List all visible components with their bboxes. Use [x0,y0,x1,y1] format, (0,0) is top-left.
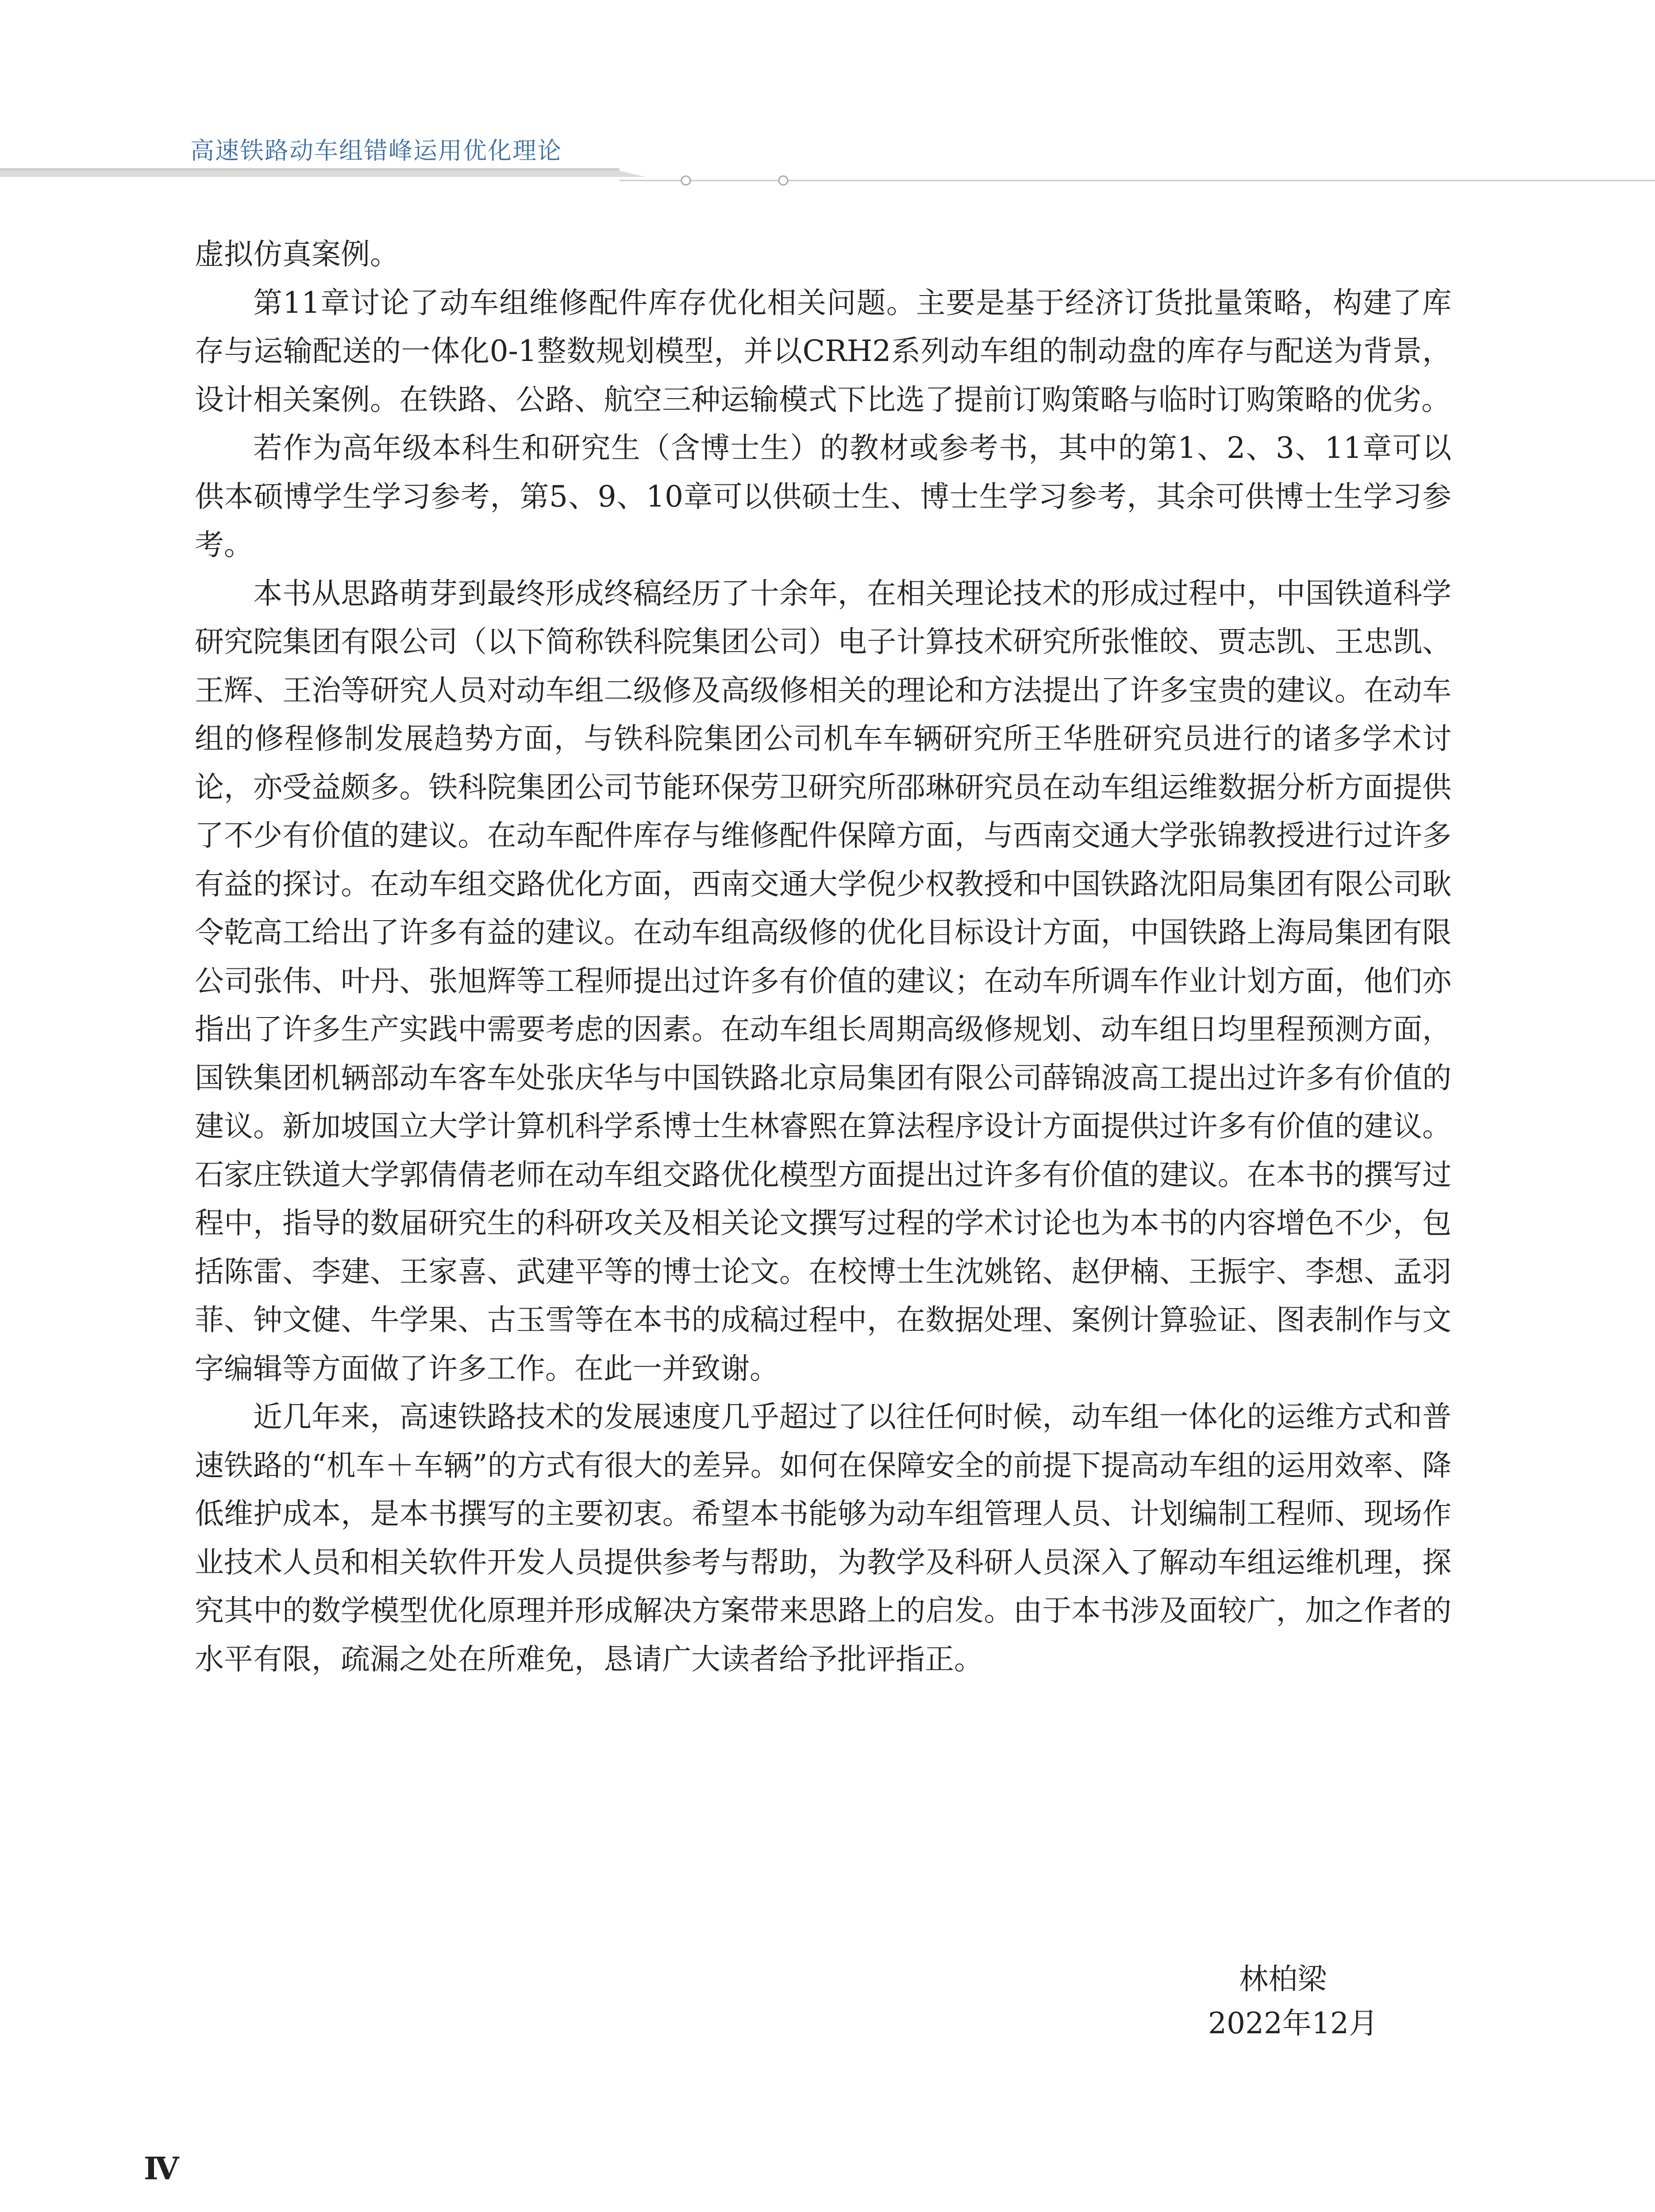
header-ornament-circle [779,176,788,185]
signature-block [1133,1957,1378,2046]
paragraph: 虚拟仿真案例。 [195,237,399,271]
paragraph: 若作为高年级本科生和研究生（含博士生）的教材或参考书，其中的第1、2、3、11章可以供本硕博学生学习参考，第5、9、10章可以供硕士生、博士生学习参考，其余可供博士生学习参考。 [195,431,1451,562]
header-rule-shadow [0,171,646,177]
page-number: Ⅳ [144,2150,179,2187]
author-name: 林柏梁 [1239,1962,1327,1996]
book-title: 高速铁路动车组错峰运用优化理论 [190,137,562,165]
signature-date: 2022年12月 [1208,2006,1378,2040]
paragraph: 第11章讨论了动车组维修配件库存优化相关问题。主要是基于经济订货批量策略，构建了库存与运输配送的一体化0-1整数规划模型，并以CRH2系列动车组的制动盘的库存与配送为背景，设计相关案例。在铁路、公路、航空三种运输模式下比选了提前订购策略与临时订购策略的优劣。 [195,285,1451,417]
header-ornament-circle [681,176,690,185]
running-header [0,0,1655,195]
paragraph: 本书从思路萌芽到最终形成终稿经历了十余年，在相关理论技术的形成过程中，中国铁道科学研究院集团有限公司（以下简称铁科院集团公司）电子计算技术研究所张惟皎、贾志凯、王忠凯、王辉、王治等研究人员对动车组二级修及高级修相关的理论和方法提出了许多宝贵的建议。在动车组的修程修制发展趋势方面，与铁科院集团公司机车车辆研究所王华胜研究员进行的诸多学术讨论，亦受益颇多。铁科院集团公司节能环保劳卫研究所邵琳研究员在动车组运维数据分析方面提供了不少有价值的建议。在动车配件库存与维修配件保障方面，与西南交通大学张锦教授进行过许多有益的探讨。在动车组交路优化方面，西南交通大学倪少权教授和中国铁路沈阳局集团有限公司耿令乾高工给出了许多有益的建议。在动车组高级修的优化目标设计方面，中国铁路上海局集团有限公司张伟、叶丹、张旭辉等工程师提出过许多有价值的建议；在动车所调车作业计划方面，他们亦指出了许多生产实践中需要考虑的因素。在动车组长周期高级修规划、动车组日均里程预测方面，国铁集团机辆部动车客车处张庆华与中国铁路北京局集团有限公司薛锦波高工提出过许多有价值的建议。新加坡国立大学计算机科学系博士生林睿熙在算法程序设计方面提供过许多有价值的建议。石家庄铁道大学郭倩倩老师在动车组交路优化模型方面提出过许多有价值的建议。在本书的撰写过程中，指导的数届研究生的科研攻关及相关论文撰写过程的学术讨论也为本书的内容增色不少，包括陈雷、李建、王家喜、武建平等的博士论文。在校博士生沈姚铭、赵伊楠、王振宇、李想、孟羽菲、钟文健、牛学果、古玉雪等在本书的成稿过程中，在数据处理、案例计算验证、图表制作与文字编辑等方面做了许多工作。在此一并致谢。 [195,576,1451,1386]
preface-body [195,230,1451,1683]
paragraph: 近几年来，高速铁路技术的发展速度几乎超过了以往任何时候，动车组一体化的运维方式和普速铁路的“机车＋车辆”的方式有很大的差异。如何在保障安全的前提下提高动车组的运用效率、降低维护成本，是本书撰写的主要初衷。希望本书能够为动车组管理人员、计划编制工程师、现场作业技术人员和相关软件开发人员提供参考与帮助，为教学及科研人员深入了解动车组运维机理，探究其中的数学模型优化原理并形成解决方案带来思路上的启发。由于本书涉及面较广，加之作者的水平有限，疏漏之处在所难免，恳请广大读者给予批评指正。 [195,1400,1451,1676]
